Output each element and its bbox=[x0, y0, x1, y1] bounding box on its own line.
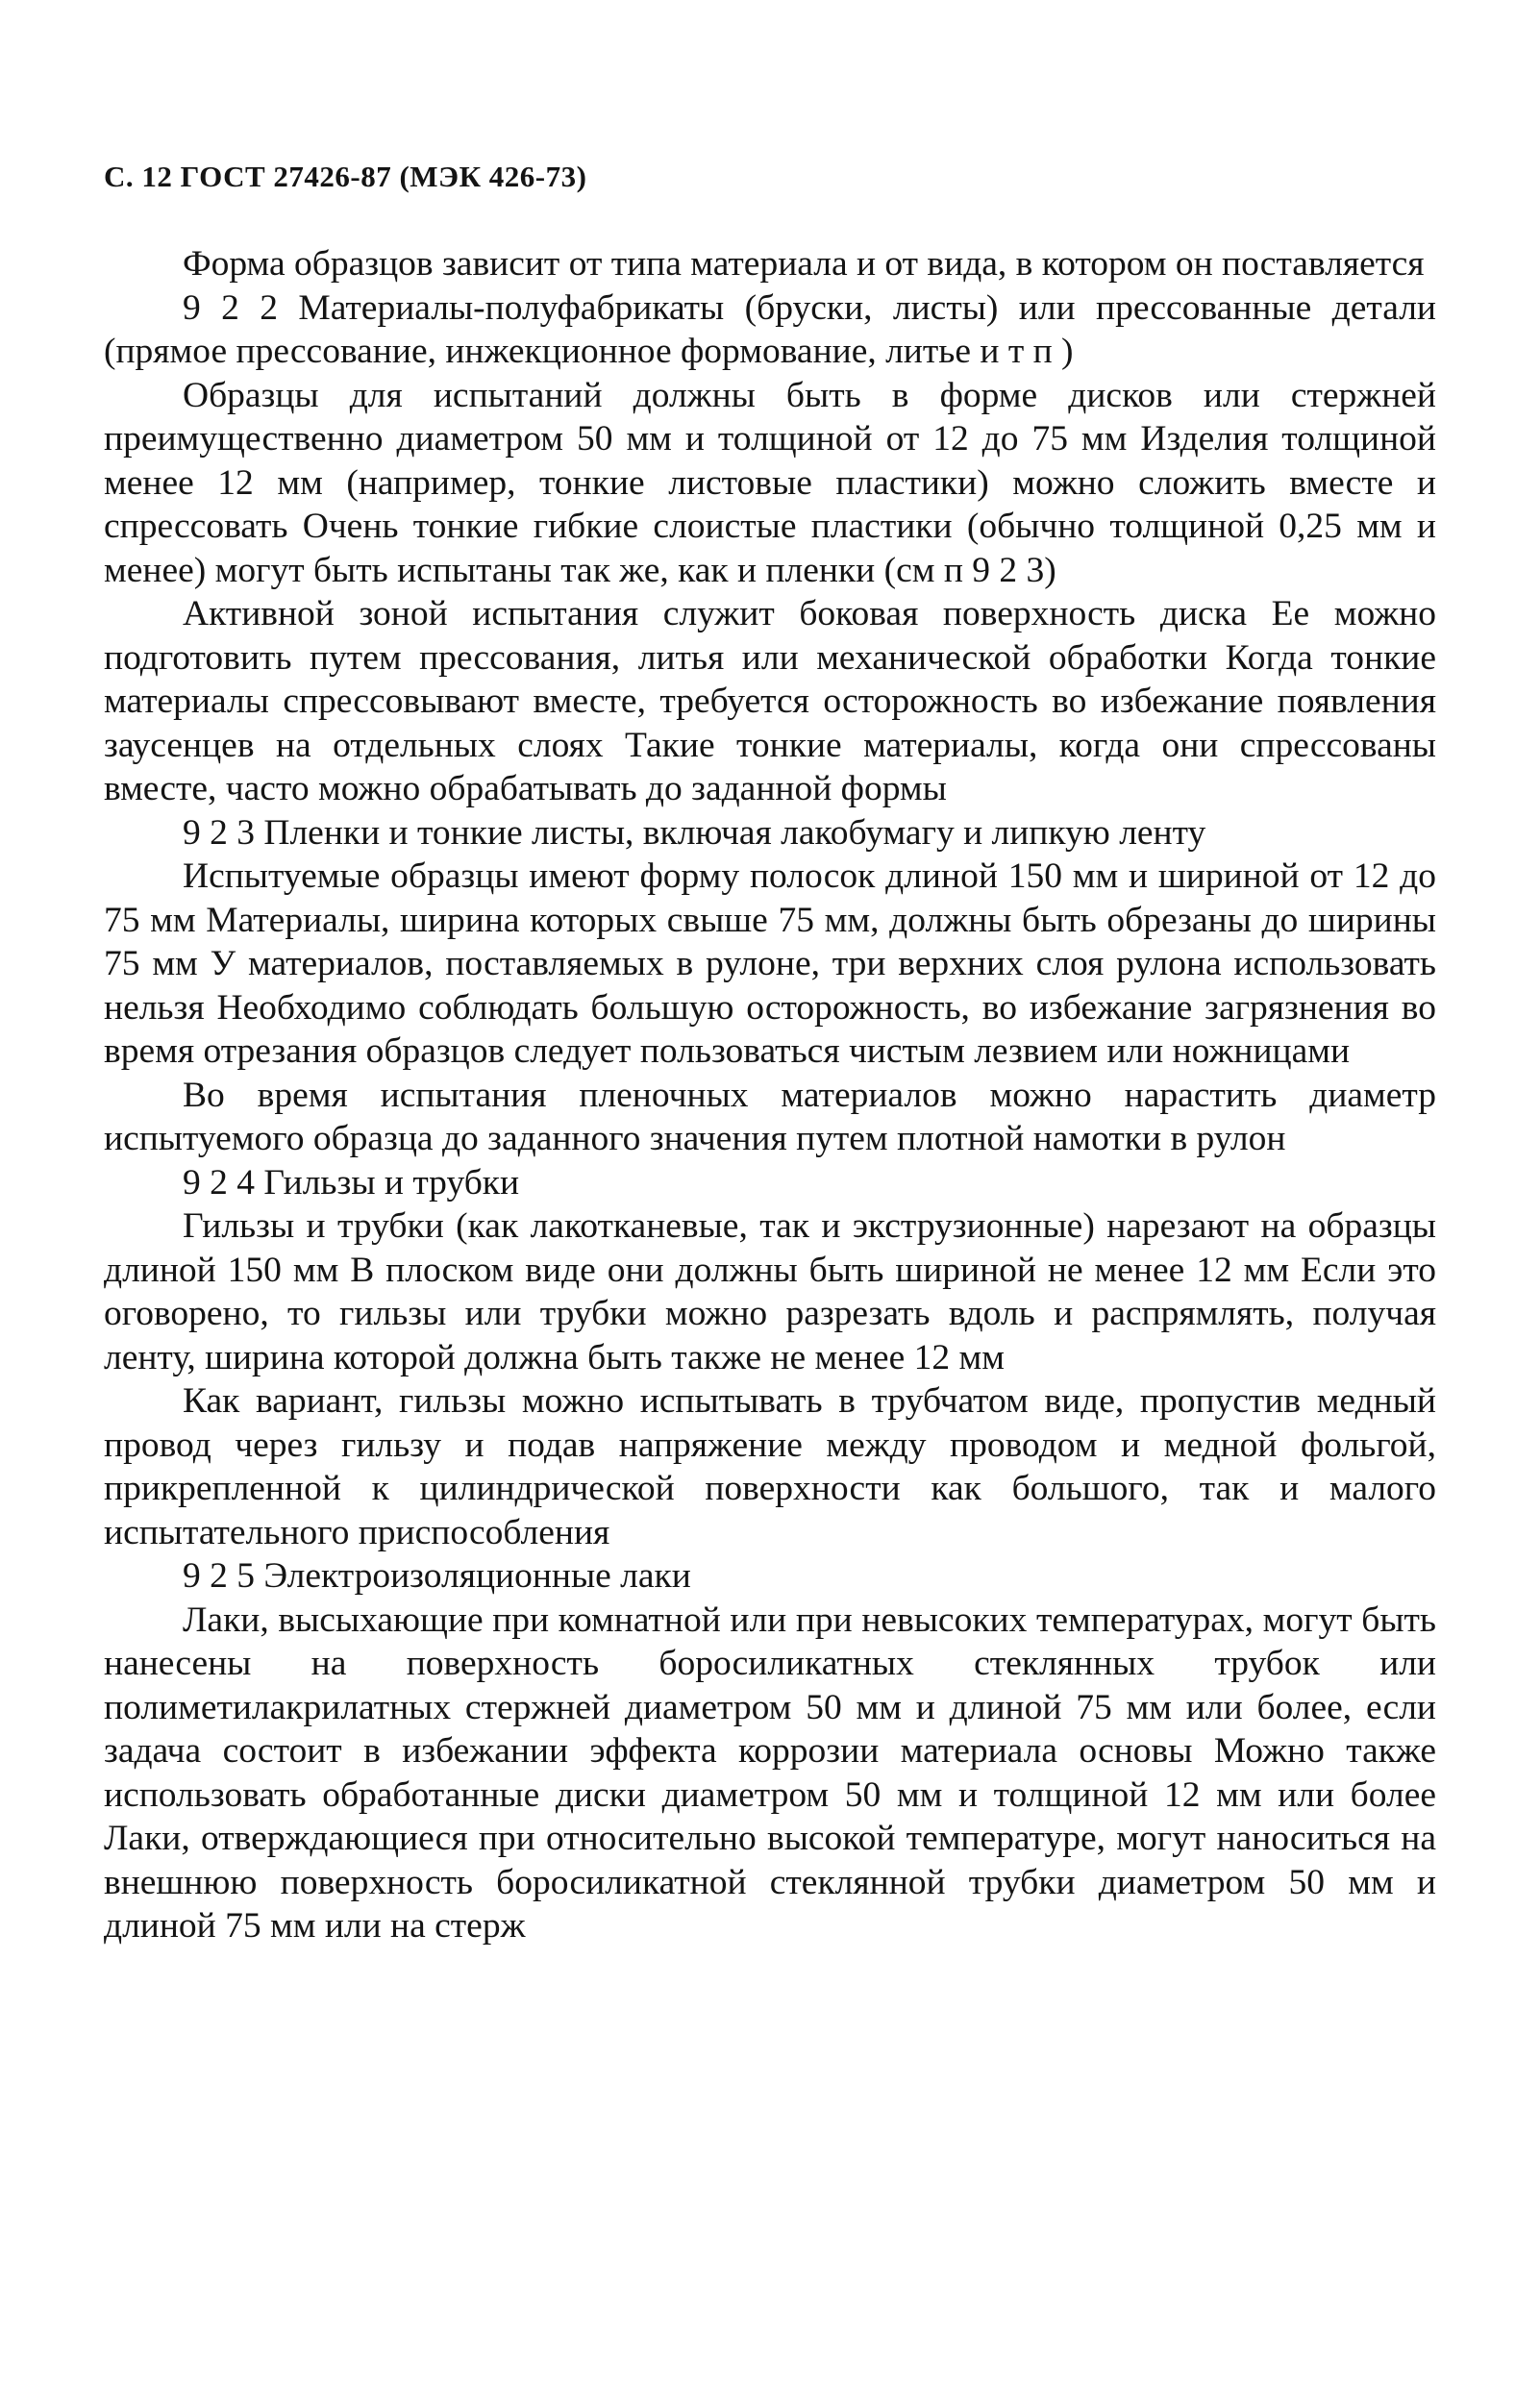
paragraph: Активной зоной испытания служит боковая поверхность диска Ее можно подготовить путем прессования, литья или механической обработки Когда тонкие материалы спрессовывают вместе, требуется осторожность во избежание появления заусенцев на отдельных слоях Такие тонкие материалы, когда они спрессованы вместе, часто можно обрабатывать до заданной формы bbox=[104, 594, 1436, 808]
paragraph: Гильзы и трубки (как лакотканевые, так и экструзионные) нарезают на образцы длиной 150 мм В плоском виде они должны быть шириной не менее 12 мм Если это оговорено, то гильзы или трубки можно разрезать вдоль и распрямлять, получая ленту, ширина которой должна быть также не менее 12 мм bbox=[104, 1206, 1436, 1377]
page-header: С. 12 ГОСТ 27426-87 (МЭК 426-73) bbox=[104, 160, 587, 193]
section-heading: 9 2 5 Электроизоляционные лаки bbox=[183, 1556, 691, 1596]
paragraph: Форма образцов зависит от типа материала и от вида, в котором он поставляется bbox=[183, 244, 1425, 284]
paragraph: Испытуемые образцы имеют форму полосок длиной 150 мм и шириной от 12 до 75 мм Материалы, ширина которых свыше 75 мм, должны быть обрезаны до ширины 75 мм У материалов, поставляемых в рулоне, три верхних слоя рулона использовать нельзя Необходимо соблюдать большую осторожность, во избежание загрязнения во время отрезания образцов следует пользоваться чистым лезвием или ножницами bbox=[104, 856, 1436, 1071]
document-body bbox=[104, 242, 1436, 1948]
paragraph: Во время испытания пленочных материалов можно нарастить диаметр испытуемого образца до заданного значения путем плотной намотки в рулон bbox=[104, 1075, 1436, 1158]
section-heading: 9 2 4 Гильзы и трубки bbox=[183, 1162, 520, 1203]
section-heading: 9 2 3 Пленки и тонкие листы, включая лакобумагу и липкую ленту bbox=[183, 812, 1206, 853]
paragraph: Лаки, высыхающие при комнатной или при невысоких температурах, могут быть нанесены на поверхность боросиликатных стеклянных трубок или полиметилакрилатных стержней диаметром 50 мм и длиной 75 мм или более, если задача состоит в избежании эффекта коррозии материала основы Можно также использовать обработанные диски диаметром 50 мм и толщиной 12 мм или более Лаки, отверждающиеся при относительно высокой температуре, могут наноситься на внешнюю поверхность боросиликатной стеклянной трубки диаметром 50 мм и длиной 75 мм или на стерж bbox=[104, 1600, 1436, 1946]
paragraph: 9 2 2 Материалы-полуфабрикаты (бруски, листы) или прессованные детали (прямое прессование, инжекционное формование, литье и т п ) bbox=[104, 287, 1436, 371]
paragraph: Образцы для испытаний должны быть в форме дисков или стержней преимущественно диаметром 50 мм и толщиной от 12 до 75 мм Изделия толщиной менее 12 мм (например, тонкие листовые пластики) можно сложить вместе и спрессовать Очень тонкие гибкие слоистые пластики (обычно толщиной 0,25 мм и менее) могут быть испытаны так же, как и пленки (см п 9 2 3) bbox=[104, 375, 1436, 590]
paragraph: Как вариант, гильзы можно испытывать в трубчатом виде, пропустив медный провод через гильзу и подав напряжение между проводом и медной фольгой, прикрепленной к цилиндрической поверхности как большого, так и малого испытательного приспособления bbox=[104, 1381, 1436, 1552]
